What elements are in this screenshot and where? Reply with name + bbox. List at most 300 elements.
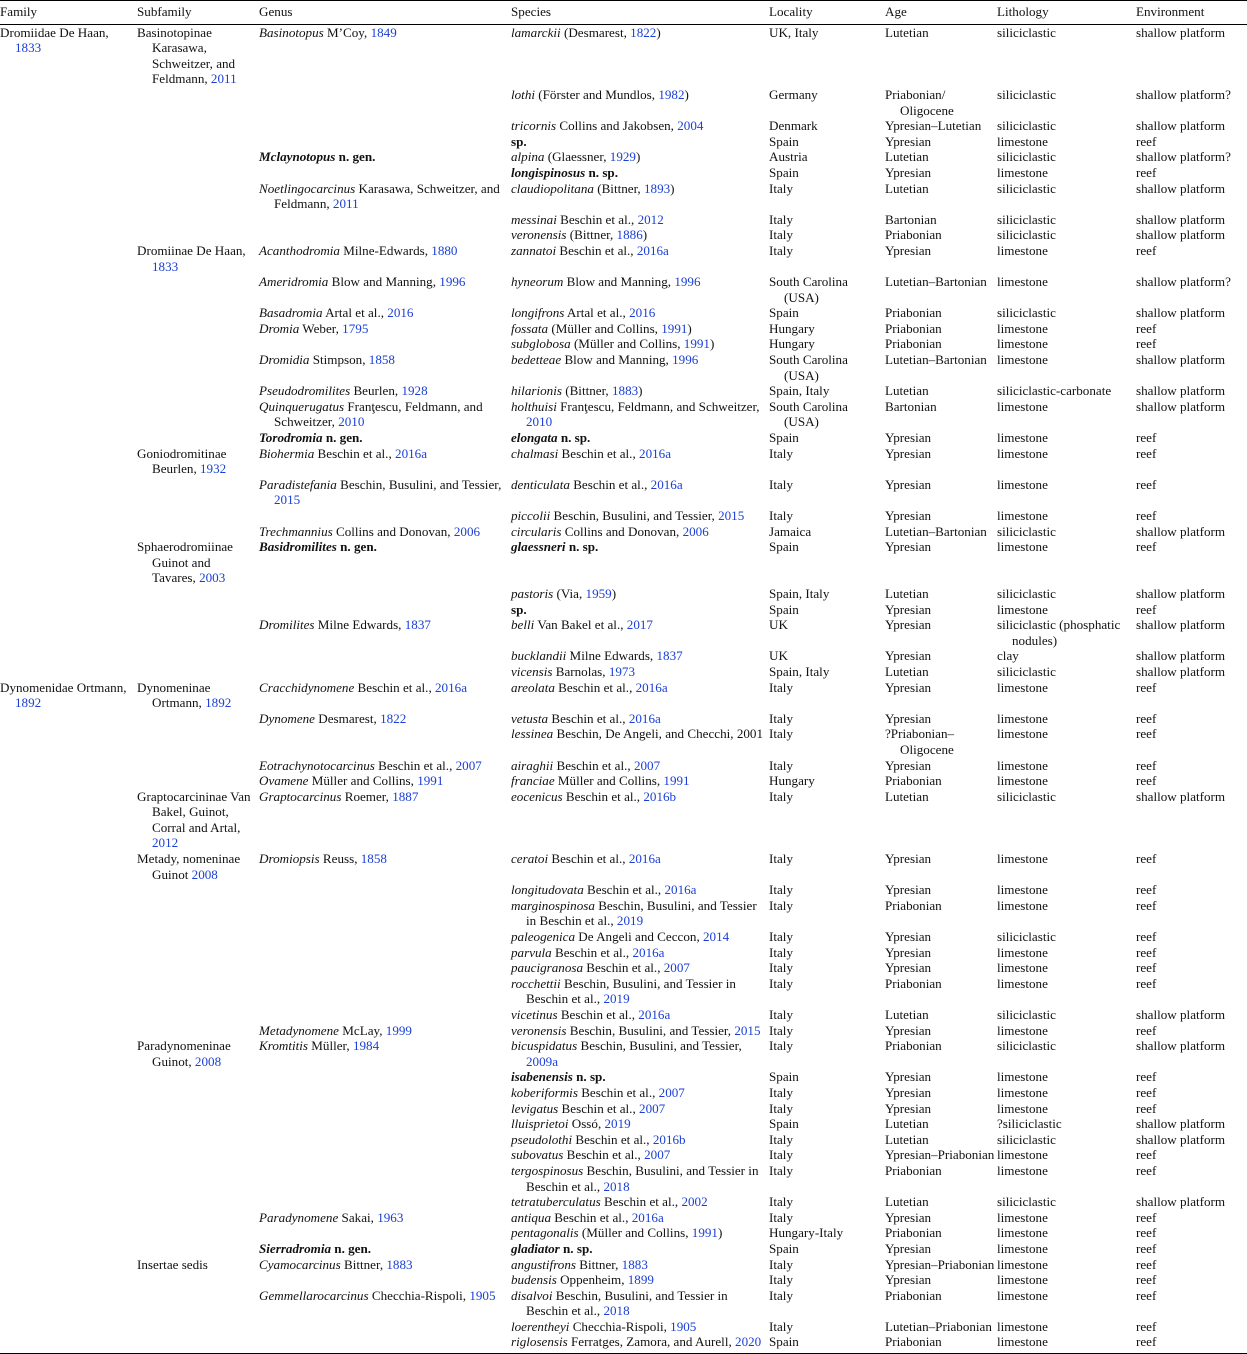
lithology-cell — [997, 1257, 1136, 1273]
environment-cell-text: reef — [1136, 476, 1157, 492]
table-row — [0, 680, 1247, 711]
citation-link[interactable]: 2008 — [194, 1053, 222, 1069]
family-cell — [0, 383, 137, 399]
species-cell-text — [511, 586, 769, 602]
text-segment: Müller, — [308, 1038, 353, 1054]
citation-link[interactable]: 1991 — [663, 773, 690, 789]
column-header-locality: Locality — [769, 1, 885, 25]
subfamily-cell — [137, 1163, 259, 1194]
locality-cell — [769, 134, 885, 150]
age-cell — [885, 1319, 997, 1335]
lithology-cell — [997, 1007, 1136, 1023]
family-cell — [0, 929, 137, 945]
text-segment: vicetinus — [511, 1007, 558, 1023]
environment-cell — [1136, 602, 1247, 618]
environment-cell-text: shallow platform — [1136, 1194, 1226, 1210]
species-cell — [511, 1225, 769, 1241]
citation-link[interactable]: 2016a — [635, 679, 668, 695]
species-cell — [511, 726, 769, 757]
citation-link[interactable]: 2010 — [526, 414, 553, 430]
lithology-cell-text: limestone — [997, 1084, 1048, 1100]
citation-link[interactable]: 1883 — [611, 383, 639, 399]
environment-cell — [1136, 1038, 1247, 1069]
species-cell — [511, 1194, 769, 1210]
age-cell-text: ?Priabonian–Oligocene — [885, 726, 955, 757]
age-cell — [885, 212, 997, 228]
citation-link[interactable]: 2006 — [682, 523, 709, 539]
species-cell — [511, 1038, 769, 1069]
age-cell-text: Priabonian — [885, 336, 942, 352]
locality-cell — [769, 1132, 885, 1148]
table-row — [0, 118, 1247, 134]
citation-link[interactable]: 2019 — [616, 913, 644, 929]
locality-cell — [769, 430, 885, 446]
age-cell-text: Ypresian — [885, 648, 932, 664]
citation-link[interactable]: 2011 — [332, 196, 359, 212]
lithology-cell-text: limestone — [997, 539, 1048, 555]
citation-link[interactable]: 2016 — [629, 305, 656, 321]
citation-link[interactable]: 2003 — [199, 570, 226, 586]
citation-link[interactable]: 1932 — [200, 461, 227, 477]
text-segment: Milne Edwards, — [566, 648, 657, 664]
lithology-cell-text: siliciclastic — [997, 211, 1056, 227]
citation-link[interactable]: 1833 — [15, 40, 42, 56]
locality-cell-text: Spain — [769, 601, 799, 617]
text-segment: (Müller and Collins, — [548, 320, 662, 336]
citation-link[interactable]: 1959 — [585, 585, 612, 601]
citation-link[interactable]: 1905 — [670, 1318, 697, 1334]
text-segment: pseudolothi — [511, 1131, 573, 1147]
species-cell — [511, 1023, 769, 1039]
family-cell — [0, 149, 137, 165]
citation-link[interactable]: 1883 — [386, 1256, 413, 1272]
species-cell — [511, 539, 769, 586]
citation-link[interactable]: 1893 — [643, 180, 671, 196]
table-row — [0, 321, 1247, 337]
citation-link[interactable]: 2016a — [636, 242, 669, 258]
text-segment: Basinotopus — [259, 24, 324, 40]
age-cell — [885, 680, 997, 711]
environment-cell — [1136, 274, 1247, 305]
genus-cell — [259, 1023, 511, 1039]
locality-cell-text: Spain — [769, 1116, 799, 1132]
genus-cell-text — [259, 399, 511, 430]
table-row — [0, 1132, 1247, 1148]
citation-link[interactable]: 2016a — [638, 1007, 671, 1023]
lithology-cell — [997, 399, 1136, 430]
citation-link[interactable]: 1837 — [656, 648, 683, 664]
subfamily-cell — [137, 602, 259, 618]
text-segment: Insertae sedis — [137, 1256, 208, 1272]
subfamily-cell — [137, 1038, 259, 1069]
citation-link[interactable]: 1991 — [683, 336, 710, 352]
species-cell — [511, 165, 769, 181]
citation-link[interactable]: 1982 — [658, 86, 685, 102]
locality-cell-text: Italy — [769, 788, 793, 804]
citation-link[interactable]: 1984 — [352, 1038, 380, 1054]
citation-link[interactable]: 1996 — [674, 274, 701, 290]
environment-cell — [1136, 1194, 1247, 1210]
lithology-cell — [997, 87, 1136, 118]
locality-cell-text: Italy — [769, 1038, 793, 1054]
citation-link[interactable]: 2016a — [639, 445, 672, 461]
family-cell — [0, 680, 137, 711]
environment-cell — [1136, 399, 1247, 430]
environment-cell-text: reef — [1136, 1084, 1157, 1100]
column-header-genus: Genus — [259, 1, 511, 25]
subfamily-cell — [137, 227, 259, 243]
table-row — [0, 851, 1247, 882]
lithology-cell — [997, 882, 1136, 898]
table-row — [0, 181, 1247, 212]
text-segment: hyneorum — [511, 274, 564, 290]
environment-cell-text: shallow platform — [1136, 788, 1226, 804]
age-cell-text: Ypresian — [885, 757, 932, 773]
citation-link[interactable]: 2015 — [274, 492, 301, 508]
lithology-cell — [997, 1085, 1136, 1101]
age-cell — [885, 336, 997, 352]
species-cell — [511, 352, 769, 383]
table-row — [0, 711, 1247, 727]
locality-cell-text: Italy — [769, 1272, 793, 1288]
family-cell — [0, 321, 137, 337]
subfamily-cell — [137, 1257, 259, 1273]
locality-cell-text: Italy — [769, 211, 793, 227]
text-segment: Sierradromia — [259, 1240, 332, 1256]
text-segment: (Müller and Collins, — [570, 336, 684, 352]
text-segment: angustifrons — [511, 1256, 576, 1272]
age-cell — [885, 1038, 997, 1069]
citation-link[interactable]: 1928 — [401, 383, 428, 399]
family-cell — [0, 181, 137, 212]
citation-link[interactable]: 2004 — [677, 118, 704, 134]
citation-link[interactable]: 1929 — [609, 149, 636, 165]
citation-link[interactable]: 2019 — [604, 1116, 631, 1132]
lithology-cell — [997, 508, 1136, 524]
species-cell — [511, 524, 769, 540]
locality-cell — [769, 789, 885, 851]
citation-link[interactable]: 1849 — [370, 24, 397, 40]
locality-cell — [769, 399, 885, 430]
citation-link[interactable]: 1996 — [439, 274, 466, 290]
family-cell — [0, 711, 137, 727]
citation-link[interactable]: 2007 — [633, 757, 661, 773]
species-cell-text — [511, 726, 769, 742]
citation-link[interactable]: 1991 — [661, 320, 688, 336]
species-cell-text — [511, 1085, 769, 1101]
text-segment: holthuisi — [511, 398, 557, 414]
family-cell — [0, 352, 137, 383]
text-segment: denticulata — [511, 476, 570, 492]
citation-link[interactable]: 1991 — [691, 1225, 718, 1241]
locality-cell — [769, 1101, 885, 1117]
age-cell — [885, 773, 997, 789]
environment-cell-text: reef — [1136, 336, 1157, 352]
locality-cell — [769, 336, 885, 352]
lithology-cell-text: siliciclastic — [997, 663, 1056, 679]
text-segment: ) — [717, 1225, 723, 1241]
genus-cell — [259, 882, 511, 898]
species-cell — [511, 1163, 769, 1194]
species-cell — [511, 149, 769, 165]
citation-link[interactable]: 1905 — [469, 1287, 496, 1303]
lithology-cell — [997, 274, 1136, 305]
subfamily-cell — [137, 539, 259, 586]
lithology-cell — [997, 1038, 1136, 1069]
text-segment: McLay, — [338, 1022, 386, 1038]
species-cell-text — [511, 383, 769, 399]
citation-link[interactable]: 1887 — [392, 788, 419, 804]
genus-cell-text — [259, 680, 511, 696]
genus-cell — [259, 165, 511, 181]
species-cell-text — [511, 1038, 769, 1069]
text-segment: Quinquerugatus — [259, 398, 345, 414]
citation-link[interactable]: 2007 — [644, 1147, 671, 1163]
lithology-cell-text: siliciclastic — [997, 929, 1056, 945]
subfamily-cell-text — [137, 25, 259, 87]
text-segment: Ferratges, Zamora, and Aurell, — [567, 1334, 736, 1350]
citation-link[interactable]: 1822 — [630, 24, 657, 40]
citation-link[interactable]: 1883 — [621, 1256, 648, 1272]
citation-link[interactable]: 2015 — [734, 1022, 761, 1038]
locality-cell — [769, 1210, 885, 1226]
lithology-cell — [997, 1069, 1136, 1085]
genus-cell-text — [259, 711, 511, 727]
environment-cell — [1136, 539, 1247, 586]
species-cell-text — [511, 1007, 769, 1023]
citation-link[interactable]: 1880 — [431, 242, 458, 258]
age-cell — [885, 1225, 997, 1241]
genus-cell — [259, 1132, 511, 1148]
environment-cell-text: shallow platform — [1136, 617, 1226, 633]
environment-cell-text: shallow platform — [1136, 523, 1226, 539]
environment-cell — [1136, 1241, 1247, 1257]
text-segment: messinai — [511, 211, 557, 227]
species-cell-text — [511, 352, 769, 368]
citation-link[interactable]: 2007 — [658, 1084, 685, 1100]
subfamily-cell — [137, 430, 259, 446]
citation-link[interactable]: 2010 — [338, 414, 365, 430]
species-cell — [511, 1085, 769, 1101]
citation-link[interactable]: 2007 — [663, 960, 690, 976]
citation-link[interactable]: 1837 — [404, 617, 431, 633]
text-segment: ) — [709, 336, 715, 352]
text-segment: Beschin, Busulini, and Tessier, — [577, 1038, 742, 1054]
lithology-cell-text: limestone — [997, 398, 1048, 414]
species-cell — [511, 976, 769, 1007]
species-cell — [511, 882, 769, 898]
species-cell — [511, 664, 769, 680]
table-row — [0, 1069, 1247, 1085]
lithology-cell-text: limestone — [997, 508, 1048, 523]
lithology-cell — [997, 24, 1136, 87]
citation-link[interactable]: 2012 — [152, 835, 179, 851]
citation-link[interactable]: 2020 — [735, 1334, 762, 1350]
citation-link[interactable]: 1795 — [342, 320, 369, 336]
species-cell-text — [511, 1132, 769, 1148]
text-segment: De Angeli and Ceccon, — [575, 929, 703, 945]
subfamily-cell-text — [137, 1038, 259, 1069]
citation-link[interactable]: 2016b — [643, 788, 677, 804]
citation-link[interactable]: 1892 — [15, 695, 42, 711]
genus-cell — [259, 227, 511, 243]
subfamily-cell — [137, 851, 259, 882]
environment-cell-text: reef — [1136, 897, 1157, 913]
citation-link[interactable]: 2016b — [652, 1131, 686, 1147]
locality-cell-text: Italy — [769, 1256, 793, 1272]
age-cell — [885, 383, 997, 399]
citation-link[interactable]: 2019 — [603, 991, 630, 1007]
species-cell-text — [511, 1194, 769, 1210]
age-cell — [885, 1085, 997, 1101]
citation-link[interactable]: 1892 — [205, 695, 232, 711]
citation-link[interactable]: 1996 — [672, 352, 699, 368]
citation-link[interactable]: 2016a — [664, 882, 697, 898]
table-row — [0, 1241, 1247, 1257]
text-segment: Beschin et al., — [562, 788, 644, 804]
text-segment: Mclaynotopus — [259, 149, 336, 165]
age-cell — [885, 352, 997, 383]
citation-link[interactable]: 1822 — [380, 710, 407, 726]
environment-cell — [1136, 1288, 1247, 1319]
citation-link[interactable]: 2017 — [626, 617, 653, 633]
text-segment: Sakai, — [338, 1209, 378, 1225]
environment-cell — [1136, 305, 1247, 321]
genus-cell — [259, 648, 511, 664]
genus-cell — [259, 1038, 511, 1069]
environment-cell — [1136, 680, 1247, 711]
environment-cell — [1136, 430, 1247, 446]
citation-link[interactable]: 2016a — [628, 851, 661, 867]
citation-link[interactable]: 2018 — [603, 1178, 630, 1194]
subfamily-cell — [137, 1147, 259, 1163]
table-row — [0, 1225, 1247, 1241]
text-segment: Torodromia — [259, 430, 323, 446]
subfamily-cell — [137, 1085, 259, 1101]
environment-cell-text: reef — [1136, 1022, 1157, 1038]
lithology-cell-text: limestone — [997, 1100, 1048, 1116]
citation-link[interactable]: 2016 — [387, 305, 414, 321]
age-cell-text: Ypresian–Priabonian — [885, 1256, 995, 1272]
citation-link[interactable]: 2006 — [453, 523, 481, 539]
age-cell — [885, 1163, 997, 1194]
environment-cell — [1136, 508, 1247, 524]
subfamily-cell — [137, 87, 259, 118]
text-segment: Dromiopsis — [259, 851, 320, 867]
citation-link[interactable]: 2009a — [526, 1053, 558, 1069]
citation-link[interactable]: 2016a — [435, 679, 467, 695]
age-cell-text: Ypresian — [885, 601, 932, 617]
citation-link[interactable]: 1991 — [417, 773, 444, 789]
citation-link[interactable]: 2007 — [455, 757, 482, 773]
environment-cell — [1136, 149, 1247, 165]
age-cell-text: Ypresian — [885, 133, 932, 149]
family-cell — [0, 586, 137, 602]
citation-link[interactable]: 2008 — [191, 866, 218, 882]
text-segment: Basadromia — [259, 305, 323, 321]
lithology-cell-text: limestone — [997, 320, 1048, 336]
species-cell — [511, 1241, 769, 1257]
citation-link[interactable]: 1858 — [360, 851, 387, 867]
text-segment: Dromidia — [259, 352, 310, 368]
family-cell — [0, 1241, 137, 1257]
species-cell-text — [511, 898, 769, 929]
citation-link[interactable]: 1833 — [152, 258, 179, 274]
citation-link[interactable]: 1858 — [368, 352, 395, 368]
citation-link[interactable]: 1999 — [385, 1022, 412, 1038]
citation-link[interactable]: 2015 — [718, 508, 745, 523]
species-cell-text — [511, 305, 769, 321]
lithology-cell — [997, 305, 1136, 321]
citation-link[interactable]: 2016a — [628, 710, 661, 726]
age-cell-text: Priabonian — [885, 773, 942, 789]
citation-link[interactable]: 1973 — [608, 663, 636, 679]
citation-link[interactable]: 2014 — [703, 929, 730, 945]
family-cell — [0, 773, 137, 789]
environment-cell-text: reef — [1136, 851, 1157, 867]
citation-link[interactable]: 2018 — [603, 1303, 630, 1319]
text-segment: Dynomenidae Ortmann, — [0, 679, 127, 695]
text-segment: Beschin et al., — [583, 960, 664, 976]
genus-cell — [259, 212, 511, 228]
text-segment: ) — [670, 180, 675, 196]
genus-cell — [259, 24, 511, 87]
age-cell-text: Priabonian — [885, 1162, 942, 1178]
citation-link[interactable]: 2016a — [650, 476, 683, 492]
lithology-cell — [997, 1241, 1136, 1257]
lithology-cell-text: limestone — [997, 476, 1048, 492]
text-segment: (Via, — [553, 585, 586, 601]
locality-cell-text: Hungary — [769, 336, 815, 352]
table-row — [0, 929, 1247, 945]
lithology-cell-text: siliciclastic — [997, 149, 1056, 165]
text-segment: lothi — [511, 86, 536, 102]
text-segment: Sphaerodromiinae Guinot and Tavares, — [137, 539, 233, 586]
species-cell — [511, 758, 769, 774]
species-cell — [511, 24, 769, 87]
citation-link[interactable]: 1899 — [627, 1272, 654, 1288]
species-cell — [511, 1101, 769, 1117]
species-cell-text — [511, 1225, 769, 1241]
citation-link[interactable]: 2016a — [631, 1209, 664, 1225]
locality-cell — [769, 227, 885, 243]
table-row — [0, 1116, 1247, 1132]
citation-link[interactable]: 2012 — [637, 211, 664, 227]
text-segment: Franţescu, Feldmann, and Schweitzer, — [556, 398, 760, 414]
citation-link[interactable]: 2011 — [210, 71, 237, 87]
text-segment: Beschin et al., — [583, 882, 665, 898]
species-cell-text — [511, 508, 769, 524]
lithology-cell — [997, 336, 1136, 352]
text-segment: Beschin et al., — [558, 1100, 640, 1116]
table-row — [0, 305, 1247, 321]
citation-link[interactable]: 1886 — [616, 227, 643, 243]
age-cell — [885, 430, 997, 446]
species-cell — [511, 648, 769, 664]
family-cell — [0, 617, 137, 648]
citation-link[interactable]: 2016a — [632, 944, 665, 960]
lithology-cell — [997, 586, 1136, 602]
subfamily-cell — [137, 726, 259, 757]
species-cell — [511, 1272, 769, 1288]
environment-cell-text: reef — [1136, 679, 1157, 695]
citation-link[interactable]: 2007 — [639, 1100, 666, 1116]
citation-link[interactable]: 2002 — [681, 1194, 708, 1210]
lithology-cell-text: siliciclastic — [997, 1194, 1056, 1210]
citation-link[interactable]: 2016a — [395, 445, 428, 461]
citation-link[interactable]: 1963 — [377, 1209, 404, 1225]
species-cell — [511, 945, 769, 961]
